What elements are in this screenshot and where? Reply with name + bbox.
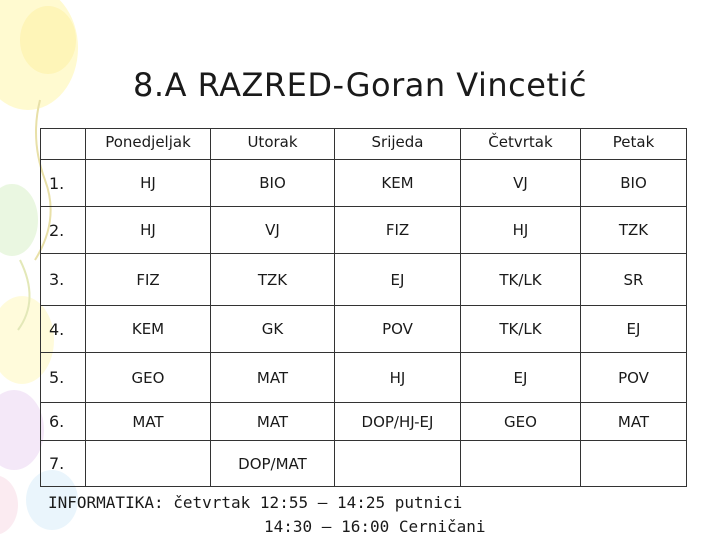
day-header: Četvrtak (461, 129, 581, 160)
subject-cell: HJ (86, 160, 211, 207)
table-row (41, 160, 687, 207)
period-number: 5. (41, 353, 86, 403)
subject-cell: EJ (461, 353, 581, 403)
table-row (41, 254, 687, 306)
table-row (41, 403, 687, 441)
subject-cell: POV (335, 306, 461, 353)
table-row (41, 441, 687, 487)
subject-cell: MAT (211, 403, 335, 441)
subject-cell: GEO (461, 403, 581, 441)
subject-cell (581, 441, 687, 487)
subject-cell (461, 441, 581, 487)
subject-cell: KEM (335, 160, 461, 207)
subject-cell: KEM (86, 306, 211, 353)
header-row (41, 129, 687, 160)
subject-cell: EJ (335, 254, 461, 306)
period-number: 7. (41, 441, 86, 487)
subject-cell (335, 441, 461, 487)
subject-cell: EJ (581, 306, 687, 353)
subject-cell: GK (211, 306, 335, 353)
subject-cell: HJ (461, 207, 581, 254)
day-header: Srijeda (335, 129, 461, 160)
subject-cell: POV (581, 353, 687, 403)
footer-note (48, 491, 486, 539)
period-number: 3. (41, 254, 86, 306)
day-header: Utorak (211, 129, 335, 160)
subject-cell: DOP/HJ-EJ (335, 403, 461, 441)
period-number: 6. (41, 403, 86, 441)
page-title: 8.A RAZRED-Goran Vincetić (133, 66, 587, 104)
subject-cell: VJ (211, 207, 335, 254)
subject-cell: FIZ (86, 254, 211, 306)
subject-cell: MAT (581, 403, 687, 441)
subject-cell: SR (581, 254, 687, 306)
subject-cell: BIO (581, 160, 687, 207)
footer-line: INFORMATIKA: četvrtak 12:55 – 14:25 putnici (48, 493, 463, 512)
timetable (40, 128, 687, 487)
subject-cell: DOP/MAT (211, 441, 335, 487)
corner-cell (41, 129, 86, 160)
footer-line: 14:30 – 16:00 Cerničani (264, 517, 486, 536)
subject-cell: BIO (211, 160, 335, 207)
table-row (41, 207, 687, 254)
subject-cell: TK/LK (461, 306, 581, 353)
table-row (41, 353, 687, 403)
subject-cell: MAT (86, 403, 211, 441)
subject-cell: FIZ (335, 207, 461, 254)
subject-cell: TZK (211, 254, 335, 306)
table-row (41, 306, 687, 353)
subject-cell: HJ (86, 207, 211, 254)
day-header: Petak (581, 129, 687, 160)
subject-cell: TK/LK (461, 254, 581, 306)
subject-cell: VJ (461, 160, 581, 207)
period-number: 1. (41, 160, 86, 207)
subject-cell: GEO (86, 353, 211, 403)
subject-cell: HJ (335, 353, 461, 403)
day-header: Ponedjeljak (86, 129, 211, 160)
period-number: 4. (41, 306, 86, 353)
period-number: 2. (41, 207, 86, 254)
subject-cell (86, 441, 211, 487)
subject-cell: TZK (581, 207, 687, 254)
subject-cell: MAT (211, 353, 335, 403)
